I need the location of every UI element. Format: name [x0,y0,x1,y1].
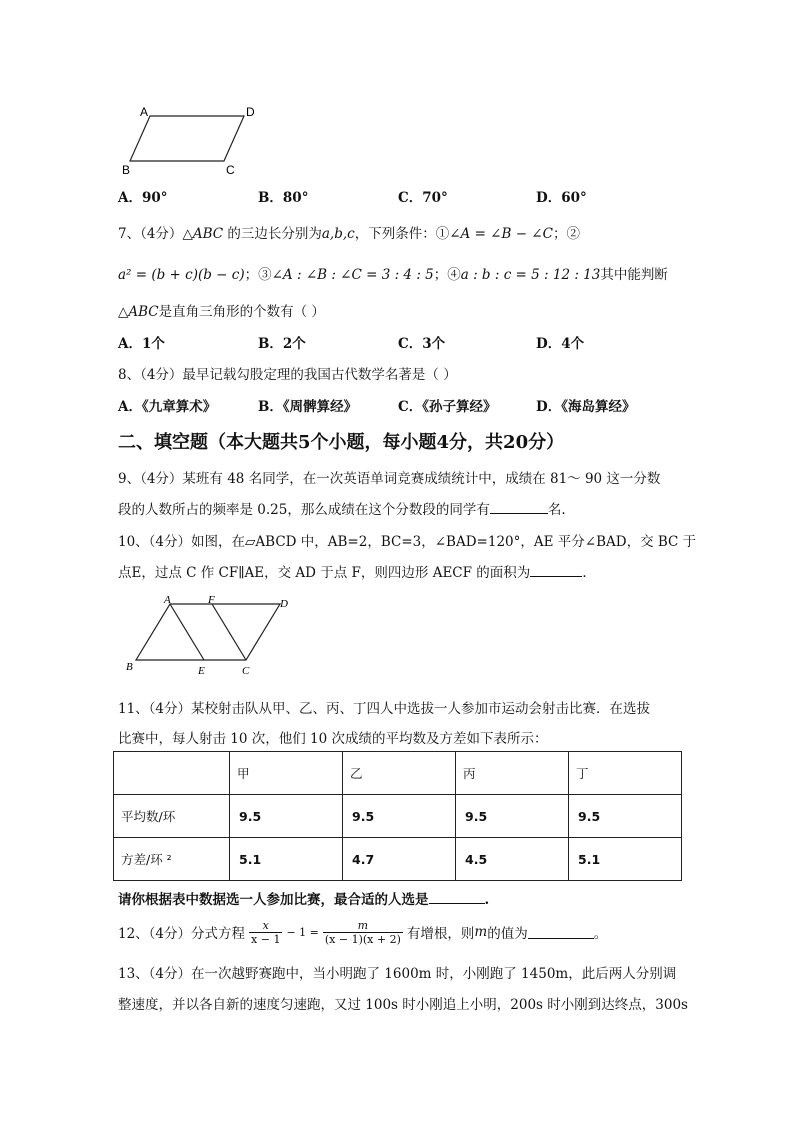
table-cell: 9.5 [343,795,456,838]
q6-label-d: D [246,105,255,119]
q11-after-table [118,888,489,908]
q12-fraction-2-numerator: m [323,919,403,933]
q7-condition-1: ∠A = ∠B − ∠C [449,226,553,242]
q12-period: 。 [593,926,608,942]
q10-answer-blank[interactable] [530,564,582,577]
q11-line-2: 比赛中，每人射击 10 次，他们 10 次成绩的平均数及方差如下表所示： [118,731,548,747]
q6-label-a: A [140,105,149,119]
q7-option-c: C．3个 [398,336,446,352]
q12-fraction-1-numerator: x [249,919,282,933]
q11-line-1: 11、（4分）某校射击队从甲、乙、丙、丁四人中选拔一人参加市运动会射击比赛．在选拔 [118,701,651,717]
q8-option-b: B．《周髀算经》 [258,399,358,415]
q12-prefix: 12、（4分）分式方程 [118,926,246,942]
q12-text-a: 有增根，则 [406,926,475,942]
q11-period: . [484,892,490,908]
q11-answer-blank[interactable] [429,891,485,904]
q7-condition-4: a : b : c = 5 : 12 : 13 [460,267,601,283]
table-cell: 4.5 [456,838,569,881]
q12-answer-blank[interactable] [528,926,594,939]
q7-text-b: ，下列条件：① [354,226,450,242]
q7-text-a: 的三边长分别为 [223,226,322,242]
q13-line-2: 整速度，并以各自新的速度匀速跑，又过 100s 时小刚追上小明，200s 时小刚到达终点，300s [118,997,688,1013]
q7-condition-3: ∠A : ∠B : ∠C = 3 : 4 : 5 [271,267,434,283]
q7-question: 是直角三角形的个数有（ ） [158,304,325,320]
table-cell: 5.1 [230,838,343,881]
q11-question: 请你根据表中数据选一人参加比赛，最合适的人选是 [118,892,429,908]
q10-line-2 [118,561,587,581]
table-cell: 9.5 [230,795,343,838]
table-cell: 4.7 [343,838,456,881]
table-cell: 9.5 [569,795,682,838]
q7-text-d: 其中能判断 [600,267,668,283]
q12-text-b: 的值为 [487,926,528,942]
q10-label-a: A [164,594,171,606]
q9-text: 段的人数所占的频率是 0.25，那么成绩在这个分数段的同学有 [118,502,490,518]
q7-line-2 [118,263,668,283]
q12-variable-m: m [474,924,488,940]
q10-label-b: B [126,661,133,673]
q7-option-a: A．1个 [118,336,165,352]
q7-triangle-2: △ABC [118,304,159,320]
table-header-cell [114,752,230,795]
q13-line-1: 13、（4分）在一次越野赛跑中，当小明跑了 1600m 时，小刚跑了 1450m，此后两人分别调 [118,966,677,982]
q7-text-c: ；② [552,226,580,242]
q6-option-a: A．90° [118,190,168,206]
q7-triangle: △ABC [182,226,224,242]
q11-score-table [113,751,682,881]
q8-option-c: C．《孙子算经》 [398,399,497,415]
q9-line-1: 9、（4分）某班有 48 名同学，在一次英语单词竞赛成绩统计中，成绩在 81～ 90 这一分数 [118,471,661,487]
q7-line-1 [118,222,580,242]
q8-option-a: A．《九章算术》 [118,399,217,415]
q6-option-d: D．60° [536,190,587,206]
table-cell: 5.1 [569,838,682,881]
q12-minus-one: − 1 = [286,925,319,939]
q6-parallelogram-figure [118,100,268,180]
q7-option-b: B．2个 [258,336,306,352]
q10-label-d: D [280,598,288,610]
section-2-title: 二、填空题（本大题共5个小题，每小题4分，共20分） [118,432,565,453]
q7-condition-2: a² = (b + c)(b − c) [118,267,245,283]
table-row [114,795,682,838]
table-header-cell: 丙 [456,752,569,795]
q10-text: 点E，过点 C 作 CF∥AE，交 AD 于点 F，则四边形 AECF 的面积为 [118,565,531,581]
q12-fraction-2 [323,919,403,946]
q7-sep-3: ；③ [244,267,272,283]
q7-number: 7、（4分） [118,226,183,242]
q9-line-2 [118,498,566,518]
q8-question: 8、（4分）最早记载勾股定理的我国古代数学名著是（ ） [118,367,457,383]
q6-label-b: B [122,163,131,177]
table-cell: 9.5 [456,795,569,838]
q10-parallelogram-figure [122,592,302,678]
q9-unit: 名. [547,502,566,518]
q10-label-f: F [208,594,215,606]
q6-option-c: C．70° [398,190,448,206]
q7-option-d: D．4个 [536,336,585,352]
q6-option-b: B．80° [258,190,309,206]
q10-label-e: E [198,665,205,677]
q12-fraction-2-denominator: (x − 1)(x + 2) [324,932,401,946]
table-header-cell: 甲 [230,752,343,795]
q7-sides: a,b,c [321,226,355,242]
table-cell-label: 平均数/环 [114,795,230,838]
q12-line [118,912,607,952]
q12-fraction-1 [249,919,282,946]
q10-period: . [582,565,587,581]
q8-option-d: D．《海岛算经》 [536,399,636,415]
q6-label-c: C [226,163,235,177]
table-cell-label: 方差/环 ² [114,838,230,881]
table-header-cell: 丁 [569,752,682,795]
q7-sep-4: ；④ [433,267,461,283]
table-header-row [114,752,682,795]
q9-answer-blank[interactable] [490,501,548,514]
q7-line-3 [118,300,325,320]
table-header-cell: 乙 [343,752,456,795]
q12-fraction-1-denominator: x − 1 [251,932,281,946]
q10-label-c: C [242,665,250,677]
q10-line-1: 10、（4分）如图，在▱ABCD 中，AB=2，BC=3，∠BAD=120°，AE 平分∠BAD，交 BC 于 [118,534,697,550]
table-row [114,838,682,881]
